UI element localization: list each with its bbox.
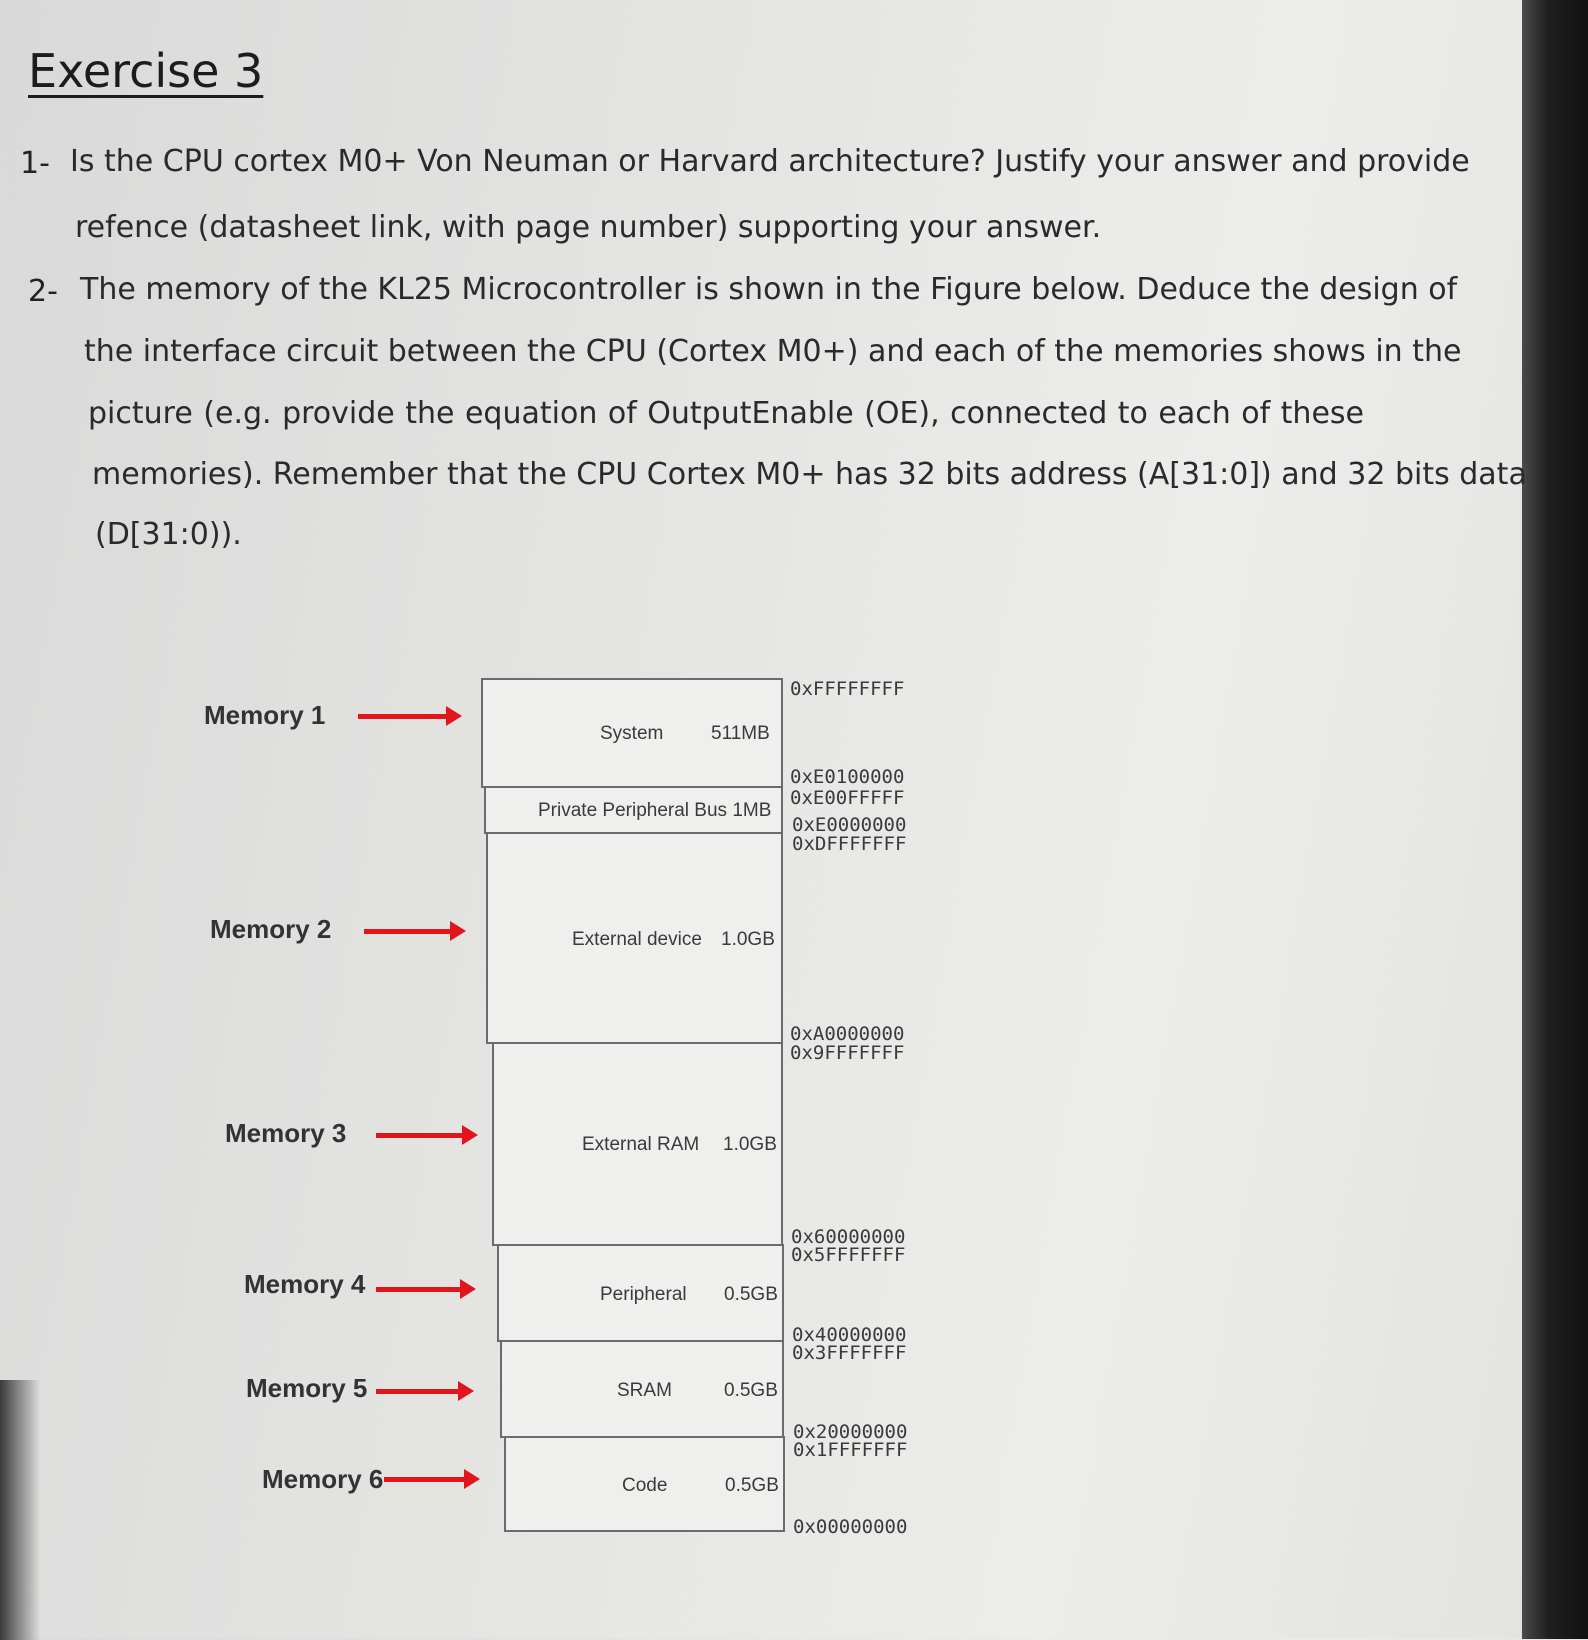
address-label: 0xA0000000	[790, 1023, 905, 1045]
memory-4-arrow	[376, 1287, 462, 1292]
memory-5-label: Memory 5	[246, 1373, 368, 1403]
question-2-line-5: (D[31:0)).	[95, 517, 242, 552]
region-name: SRAM	[617, 1380, 672, 1401]
address-label: 0x60000000	[791, 1226, 906, 1248]
region-external-ram	[492, 1042, 783, 1246]
region-private-peripheral-bus	[484, 786, 783, 834]
memory-3-arrow	[376, 1133, 464, 1138]
monitor-bezel	[1522, 0, 1588, 1639]
question-2-line-3: picture (e.g. provide the equation of OutputEnable (OE), connected to each of these	[88, 396, 1364, 431]
address-label: 0xE0100000	[790, 766, 905, 788]
address-label: 0x5FFFFFFF	[791, 1244, 906, 1266]
question-2-line-4: memories). Remember that the CPU Cortex M0+ has 32 bits address (A[31:0]) and 32 bits data	[92, 457, 1527, 492]
address-label: 0xE0000000	[792, 814, 907, 836]
region-name: Private Peripheral Bus 1MB	[538, 800, 772, 821]
address-label: 0x00000000	[793, 1516, 908, 1538]
region-peripheral	[497, 1244, 784, 1342]
memory-4-label: Memory 4	[244, 1269, 366, 1299]
region-name: Peripheral	[600, 1284, 687, 1305]
memory-2-label: Memory 2	[210, 914, 332, 944]
address-label: 0x9FFFFFFF	[790, 1042, 905, 1064]
memory-3-label: Memory 3	[225, 1118, 347, 1148]
question-1-line-1: Is the CPU cortex M0+ Von Neuman or Harvard architecture? Justify your answer and provide	[70, 144, 1470, 179]
region-size: 0.5GB	[724, 1284, 778, 1305]
region-size: 0.5GB	[725, 1475, 779, 1496]
address-label: 0x3FFFFFFF	[792, 1342, 907, 1364]
question-1-line-2: refence (datasheet link, with page number) supporting your answer.	[75, 210, 1102, 245]
region-system	[481, 678, 783, 788]
memory-2-arrow	[364, 929, 452, 934]
address-label: 0x20000000	[793, 1421, 908, 1443]
memory-6-arrow	[384, 1477, 466, 1482]
region-size: 511MB	[711, 723, 770, 744]
region-name: System	[600, 723, 664, 744]
address-label: 0x1FFFFFFF	[793, 1439, 908, 1461]
memory-1-arrow	[358, 714, 448, 719]
memory-6-label: Memory 6	[262, 1464, 384, 1494]
region-code	[504, 1436, 785, 1532]
region-sram	[500, 1340, 784, 1438]
memory-1-label: Memory 1	[204, 700, 326, 730]
address-label: 0x40000000	[792, 1324, 907, 1346]
region-external-device	[486, 832, 783, 1044]
address-label: 0xDFFFFFFF	[792, 833, 907, 855]
region-name: External device	[572, 929, 702, 950]
question-2-number: 2-	[28, 274, 58, 309]
region-size: 0.5GB	[724, 1380, 778, 1401]
address-label: 0xFFFFFFFF	[790, 678, 905, 700]
region-name: External RAM	[582, 1134, 700, 1155]
region-size: 1.0GB	[721, 929, 775, 950]
photo-shadow	[0, 1380, 40, 1640]
question-1-number: 1-	[20, 146, 50, 181]
memory-5-arrow	[376, 1389, 460, 1394]
region-name: Code	[622, 1475, 668, 1496]
exercise-title: Exercise 3	[28, 44, 264, 98]
address-label: 0xE00FFFFF	[790, 787, 905, 809]
question-2-line-1: The memory of the KL25 Microcontroller is shown in the Figure below. Deduce the design of	[80, 272, 1458, 307]
question-2-line-2: the interface circuit between the CPU (Cortex M0+) and each of the memories shows in the	[84, 334, 1462, 369]
region-size: 1.0GB	[723, 1134, 777, 1155]
